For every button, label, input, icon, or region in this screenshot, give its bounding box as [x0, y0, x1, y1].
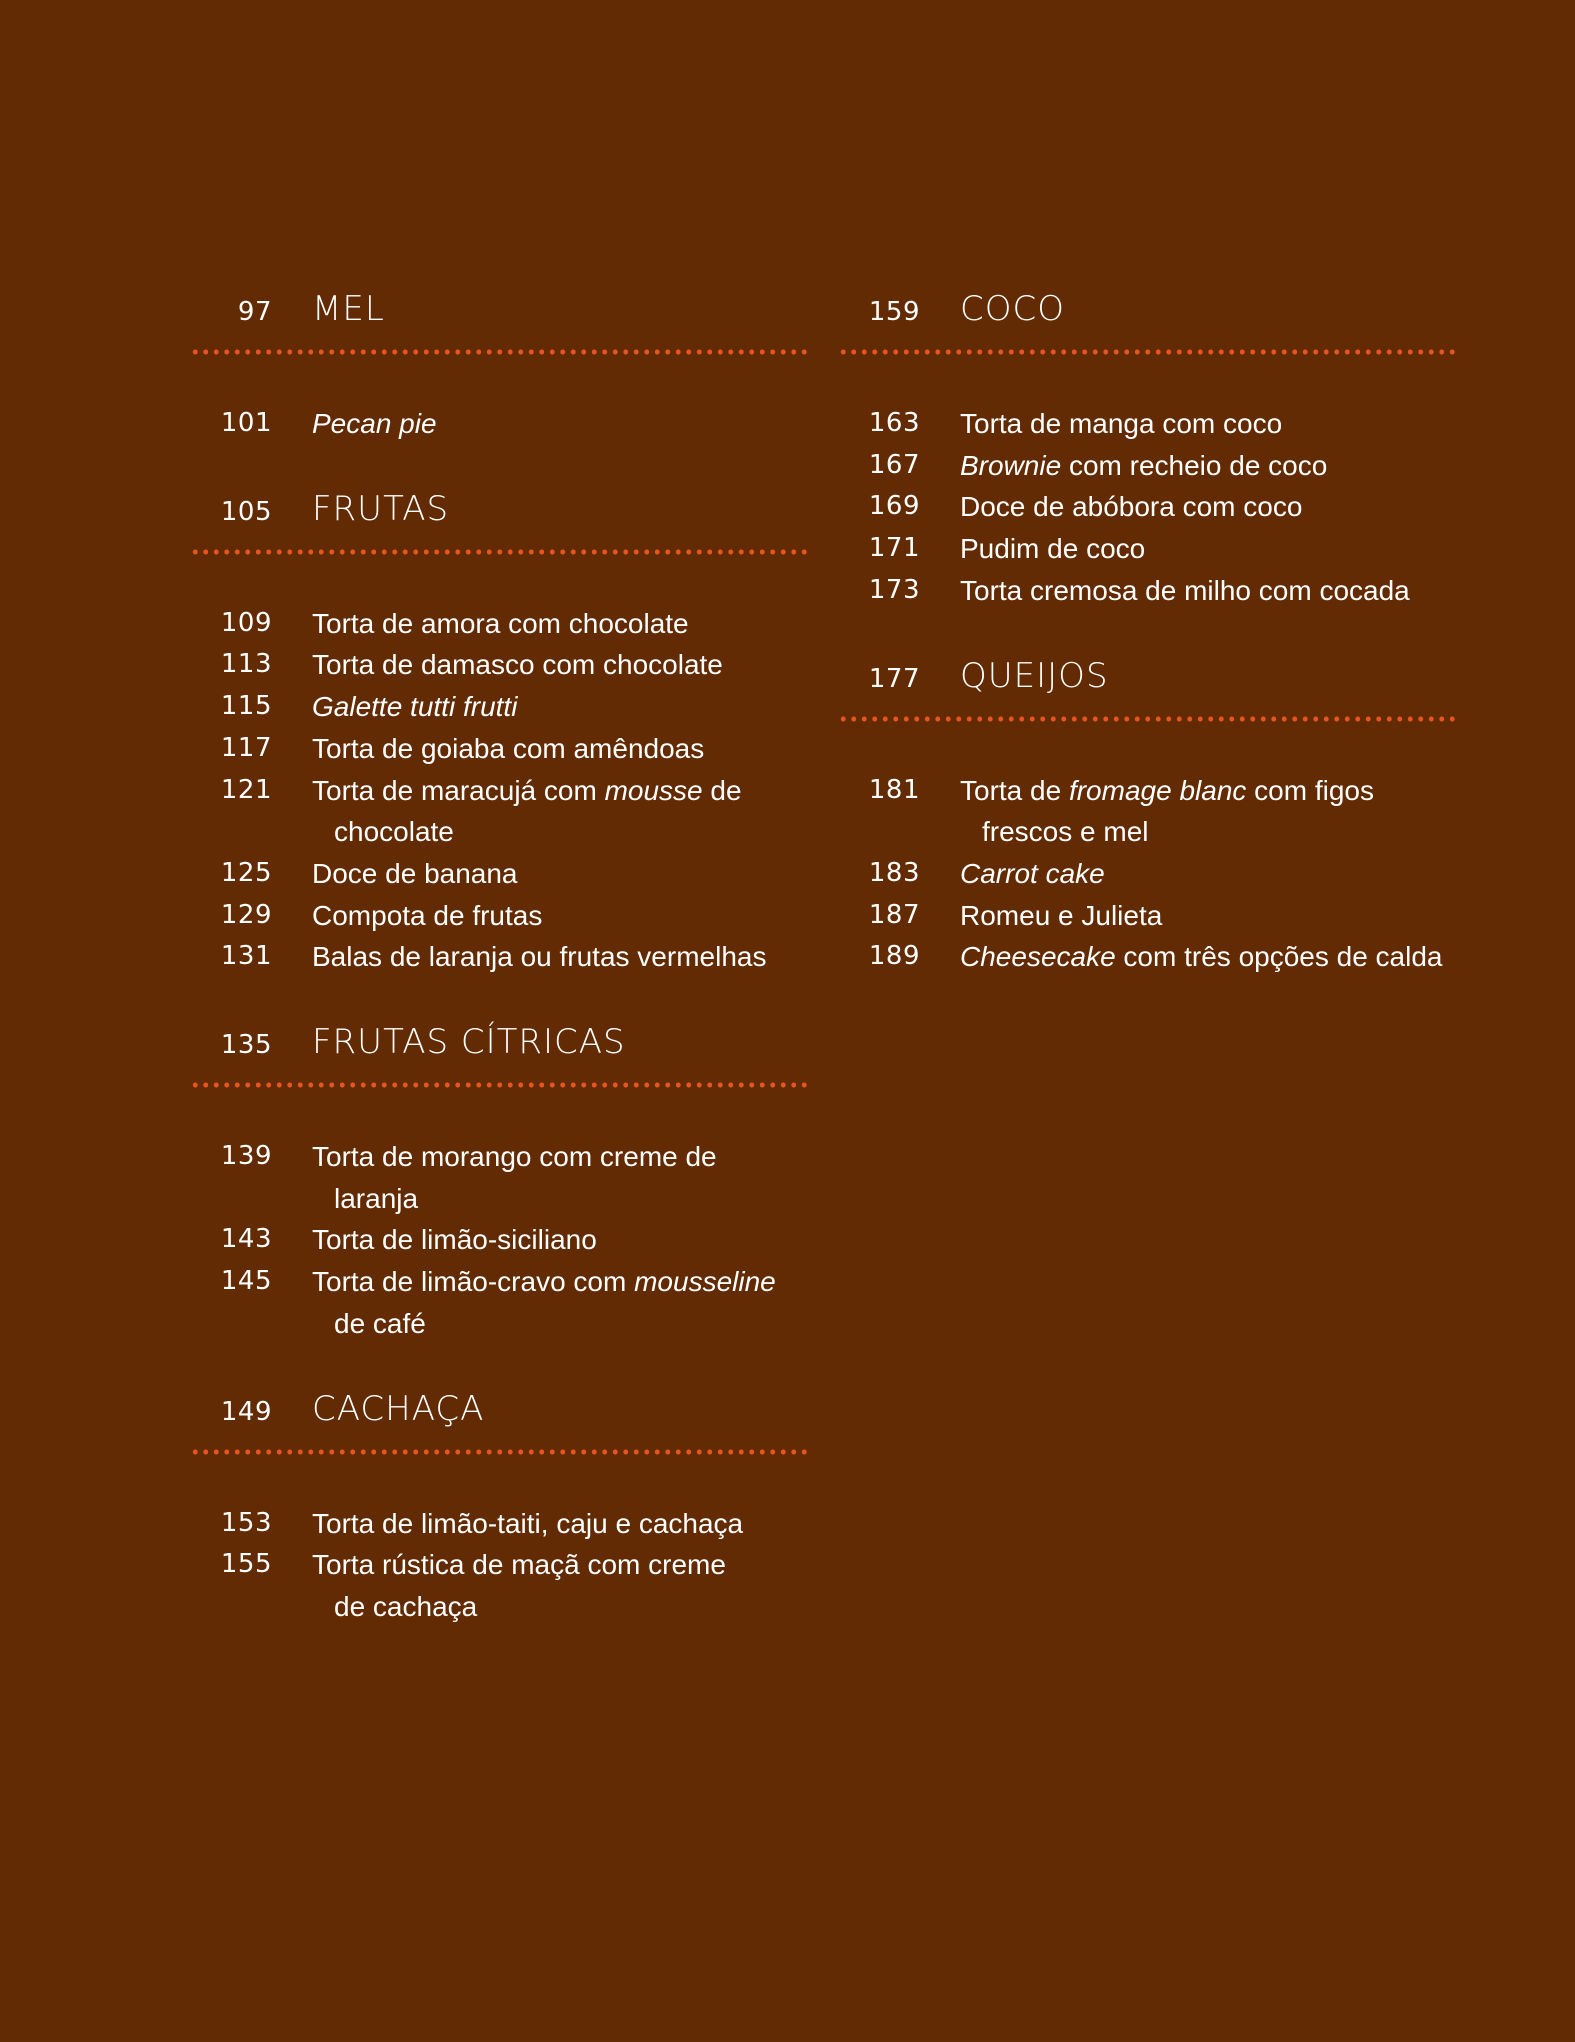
recipe-title [312, 644, 808, 686]
recipe-title-line [312, 858, 518, 889]
recipe-entry[interactable] [190, 644, 808, 686]
dotted-divider [190, 1082, 808, 1088]
recipe-list [190, 1136, 808, 1345]
recipe-title [312, 1503, 808, 1545]
recipe-entry[interactable] [190, 603, 808, 645]
recipe-title-line [312, 1266, 776, 1297]
recipe-entry[interactable] [190, 1503, 808, 1545]
recipe-list [190, 403, 808, 445]
recipe-title-line [960, 941, 1443, 972]
section-page-number: 177 [868, 663, 920, 694]
recipe-title-italic: mousse [604, 774, 703, 806]
recipe-page-number: 145 [220, 1266, 272, 1297]
recipe-page-number: 131 [220, 941, 272, 972]
recipe-title-text: de café [334, 1307, 426, 1339]
recipe-entry[interactable] [190, 770, 808, 853]
recipe-page-number: 155 [220, 1549, 272, 1580]
recipe-title [312, 1261, 808, 1344]
recipe-title-line [960, 775, 1374, 806]
toc-left-column [190, 285, 808, 1644]
recipe-title-text: Torta de amora com chocolate [312, 607, 689, 639]
recipe-title-text: com recheio de coco [1061, 449, 1328, 481]
recipe-title-line [312, 775, 742, 806]
recipe-entry[interactable] [190, 1261, 808, 1344]
recipe-title-text: Doce de banana [312, 857, 518, 889]
toc-right-column [838, 285, 1456, 994]
recipe-page-number: 187 [868, 899, 920, 930]
recipe-entry[interactable] [838, 770, 1456, 853]
recipe-page-number: 115 [220, 691, 272, 722]
recipe-entry[interactable] [190, 728, 808, 770]
recipe-title [312, 1219, 808, 1261]
recipe-entry[interactable] [190, 686, 808, 728]
section-page-number: 159 [868, 297, 920, 327]
recipe-title-line [312, 733, 704, 764]
dotted-divider [190, 349, 808, 355]
recipe-entry[interactable] [190, 1219, 808, 1261]
recipe-title [312, 603, 808, 645]
section-page-number: 97 [237, 297, 272, 327]
recipe-title [960, 895, 1456, 937]
recipe-title-text: de [702, 774, 742, 806]
recipe-title-text: Pudim de coco [960, 533, 1146, 565]
recipe-title-continuation [960, 811, 1456, 853]
recipe-title-text: Torta de [960, 774, 1069, 806]
recipe-entry[interactable] [190, 936, 808, 978]
recipe-title-text: Romeu e Julieta [960, 899, 1163, 931]
recipe-title [312, 936, 808, 978]
recipe-page-number: 181 [868, 774, 920, 805]
section-heading [190, 285, 808, 327]
section-title: FRUTAS [312, 488, 450, 529]
recipe-title-line [312, 1224, 597, 1255]
recipe-title-continuation [312, 1586, 808, 1628]
recipe-page-number: 129 [220, 899, 272, 930]
recipe-title [960, 570, 1456, 612]
recipe-entry[interactable] [838, 528, 1456, 570]
recipe-entry[interactable] [838, 403, 1456, 445]
recipe-title-continuation [312, 1303, 808, 1345]
recipe-title [312, 728, 808, 770]
recipe-title-line [312, 900, 542, 931]
recipe-title-text: Torta rústica de maçã com creme [312, 1549, 726, 1581]
recipe-entry[interactable] [838, 486, 1456, 528]
recipe-page-number: 169 [868, 491, 920, 522]
recipe-title-italic: mousseline [634, 1266, 776, 1298]
recipe-title-line [960, 858, 1105, 889]
recipe-title-line [312, 1549, 726, 1580]
recipe-title-text: chocolate [334, 816, 454, 848]
recipe-title-text: com figos [1246, 774, 1374, 806]
recipe-page-number: 109 [220, 607, 272, 638]
recipe-title-line [312, 941, 766, 972]
dotted-divider [190, 1449, 808, 1455]
recipe-title-italic: Pecan pie [312, 408, 437, 439]
recipe-page-number: 171 [868, 533, 920, 564]
recipe-page-number: 167 [868, 449, 920, 480]
recipe-title [312, 403, 808, 445]
section-page-number: 149 [220, 1396, 272, 1427]
recipe-title-line [960, 900, 1162, 931]
section-title: CACHAÇA [312, 1388, 485, 1429]
recipe-entry[interactable] [838, 445, 1456, 487]
recipe-title [312, 895, 808, 937]
recipe-entry[interactable] [838, 936, 1456, 978]
recipe-entry[interactable] [190, 1544, 808, 1627]
recipe-title-italic: Carrot cake [960, 857, 1105, 889]
section-page-number: 105 [220, 496, 272, 527]
recipe-title-text: Doce de abóbora com coco [960, 491, 1303, 523]
recipe-title [960, 936, 1456, 978]
recipe-title-text: Torta de limão-siciliano [312, 1224, 597, 1256]
section-page-number: 135 [220, 1030, 272, 1061]
recipe-title-text: Compota de frutas [312, 899, 543, 931]
recipe-title-line [960, 533, 1145, 564]
recipe-title-text: Torta de manga com coco [960, 408, 1283, 439]
section-heading [190, 485, 808, 527]
recipe-entry[interactable] [190, 895, 808, 937]
recipe-title-text: Torta de goiaba com amêndoas [312, 732, 705, 764]
recipe-title-line [312, 1508, 743, 1539]
recipe-title [960, 853, 1456, 895]
recipe-entry[interactable] [190, 403, 808, 445]
recipe-title [960, 445, 1456, 487]
recipe-page-number: 113 [220, 649, 272, 680]
recipe-title-line [312, 691, 517, 722]
recipe-list [838, 403, 1456, 612]
recipe-title-continuation [312, 811, 808, 853]
recipe-page-number: 121 [220, 774, 272, 805]
section-heading [838, 285, 1456, 327]
recipe-title-text: Torta de damasco com chocolate [312, 649, 723, 681]
recipe-title [312, 686, 808, 728]
recipe-entry[interactable] [838, 570, 1456, 612]
recipe-title-line [312, 408, 437, 439]
dotted-divider [838, 716, 1456, 722]
recipe-list [838, 770, 1456, 979]
recipe-title-line [960, 491, 1302, 522]
recipe-page-number: 173 [868, 574, 920, 605]
recipe-title-text: Torta cremosa de milho com cocada [960, 574, 1410, 606]
recipe-entry[interactable] [190, 853, 808, 895]
recipe-entry[interactable] [838, 853, 1456, 895]
recipe-title-italic: Cheesecake [960, 941, 1116, 973]
recipe-page-number: 117 [220, 732, 272, 763]
recipe-title-text: Torta de limão-taiti, caju e cachaça [312, 1507, 744, 1539]
section-title: QUEIJOS [960, 655, 1109, 696]
recipe-entry[interactable] [190, 1136, 808, 1219]
recipe-page-number: 139 [220, 1141, 272, 1172]
recipe-page-number: 153 [220, 1507, 272, 1538]
recipe-title-line [960, 450, 1327, 481]
recipe-title-continuation [312, 1178, 808, 1220]
recipe-title-text: Torta de maracujá com [312, 774, 605, 806]
recipe-title-text: de cachaça [334, 1590, 478, 1622]
recipe-page-number: 101 [220, 408, 272, 438]
recipe-title-line [960, 575, 1410, 606]
recipe-entry[interactable] [838, 895, 1456, 937]
section-heading [190, 1385, 808, 1427]
recipe-title [312, 1544, 808, 1627]
recipe-page-number: 143 [220, 1224, 272, 1255]
recipe-title-text: Torta de morango com creme de [312, 1141, 717, 1173]
recipe-title [312, 853, 808, 895]
section-title: MEL [312, 289, 385, 329]
recipe-title [960, 528, 1456, 570]
recipe-title-line [960, 408, 1282, 439]
recipe-title-italic: Galette tutti frutti [312, 691, 518, 723]
section-title: COCO [960, 289, 1066, 329]
dotted-divider [190, 549, 808, 555]
recipe-page-number: 189 [868, 941, 920, 972]
recipe-title-text: laranja [334, 1182, 419, 1214]
section-heading [190, 1018, 808, 1063]
recipe-title [960, 770, 1456, 853]
recipe-page-number: 163 [868, 408, 920, 438]
recipe-title-italic: fromage blanc [1068, 774, 1247, 806]
recipe-page-number: 125 [220, 857, 272, 888]
recipe-list [190, 603, 808, 978]
recipe-title-line [312, 608, 689, 639]
recipe-title-text: Balas de laranja ou frutas vermelhas [312, 941, 767, 973]
recipe-title-text: com três opções de calda [1115, 941, 1443, 973]
recipe-title [960, 403, 1456, 445]
dotted-divider [838, 349, 1456, 355]
recipe-title-italic: Brownie [960, 449, 1062, 481]
recipe-title [960, 486, 1456, 528]
recipe-title [312, 1136, 808, 1219]
recipe-title-text: frescos e mel [982, 816, 1149, 848]
recipe-list [190, 1503, 808, 1628]
recipe-title-text: Torta de limão-cravo com [312, 1266, 635, 1298]
recipe-title-line [312, 649, 723, 680]
recipe-title-line [312, 1141, 717, 1172]
recipe-page-number: 183 [868, 857, 920, 888]
recipe-title [312, 770, 808, 853]
section-title: FRUTAS CÍTRICAS [312, 1022, 626, 1063]
section-heading [838, 652, 1456, 694]
